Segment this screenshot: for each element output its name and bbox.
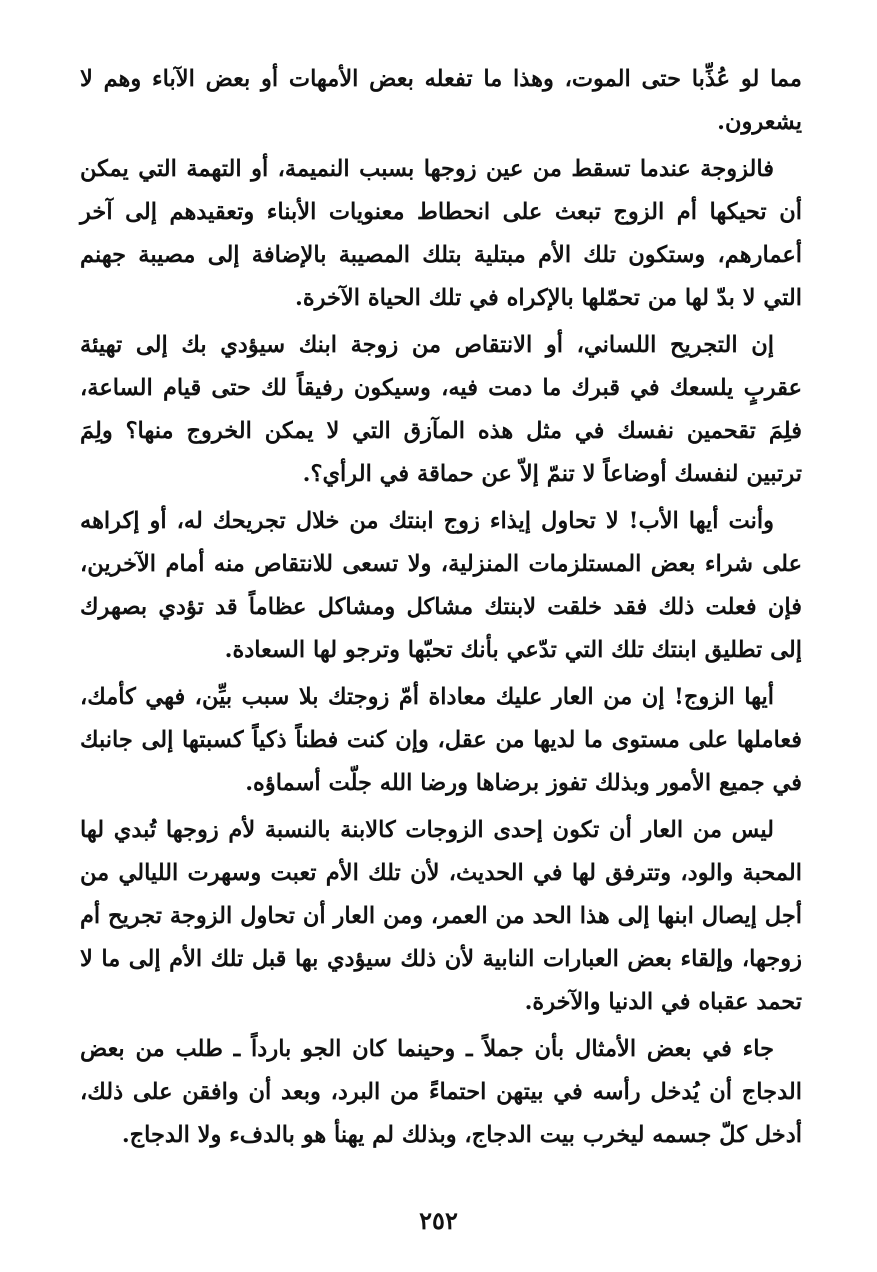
- paragraph-continuation: مما لو عُذِّبا حتى الموت، وهذا ما تفعله بعض الأمهات أو بعض الآباء وهم لا يشعرون.: [80, 66, 802, 135]
- paragraph-daughter-in-law: ليس من العار أن تكون إحدى الزوجات كالابنة بالنسبة لأم زوجها تُبدي لها المحبة والود، وتترفق لها في الحديث، لأن تلك الأم تعبت وسهرت الليالي من أجل إيصال ابنها إلى هذا الحد من العمر، ومن العار أن تحاول الزوجة تجريح أم زوجها، وإلقاء بعض العبارات النابية لأن ذلك سيؤدي بها قبل تلك الأم إلى ما لا تحمد عقباه في الدنيا والآخرة.: [80, 817, 802, 1015]
- paragraph-wife-gossip: فالزوجة عندما تسقط من عين زوجها بسبب النميمة، أو التهمة التي يمكن أن تحيكها أم الزوج تبعث على انحطاط معنويات الأبناء وتعقيدهم إلى آخر أعمارهم، وستكون تلك الأم مبتلية بتلك المصيبة بالإضافة إلى مصيبة جهنم التي لا بدّ لها من تحمّلها بالإكراه في تلك الحياة الآخرة.: [80, 156, 802, 311]
- page-number: ٢٥٢: [419, 1206, 458, 1235]
- paragraph-husband-advice: أيها الزوج! إن من العار عليك معاداة أمّ زوجتك بلا سبب بيِّن، فهي كأمك، فعاملها على مستوى ما لديها من عقل، وإن كنت فطناً ذكياً كسبتها إلى جانبك في جميع الأمور وبذلك تفوز برضاها ورضا الله جلّت أسماؤه.: [80, 684, 802, 796]
- paragraph-verbal-wounding: إن التجريح اللساني، أو الانتقاص من زوجة ابنك سيؤدي بك إلى تهيئة عقربٍ يلسعك في قبرك ما دمت فيه، وسيكون رفيقاً لك حتى قيام الساعة، فلِمَ تقحمين نفسك في مثل هذه المآزق التي لا يمكن الخروج منها؟ ولِمَ ترتبين لنفسك أوضاعاً لا تنمّ إلاّ عن حماقة في الرأي؟.: [80, 332, 802, 487]
- paragraph-camel-proverb: جاء في بعض الأمثال بأن جملاً ـ وحينما كان الجو بارداً ـ طلب من بعض الدجاج أن يُدخل رأسه في بيتهن احتماءً من البرد، وبعد أن وافقن على ذلك، أدخل كلّ جسمه ليخرب بيت الدجاج، وبذلك لم يهنأ هو بالدفء ولا الدجاج.: [80, 1036, 802, 1148]
- page-body: [80, 58, 802, 1161]
- paragraph-father-advice: وأنت أيها الأب! لا تحاول إيذاء زوج ابنتك من خلال تجريحك له، أو إكراهه على شراء بعض المستلزمات المنزلية، ولا تسعى للانتقاص منه أمام الآخرين، فإن فعلت ذلك فقد خلقت لابنتك مشاكل ومشاكل عظاماً قد تؤدي بصهرك إلى تطليق ابنتك تلك التي تدّعي بأنك تحبّها وترجو لها السعادة.: [80, 508, 802, 663]
